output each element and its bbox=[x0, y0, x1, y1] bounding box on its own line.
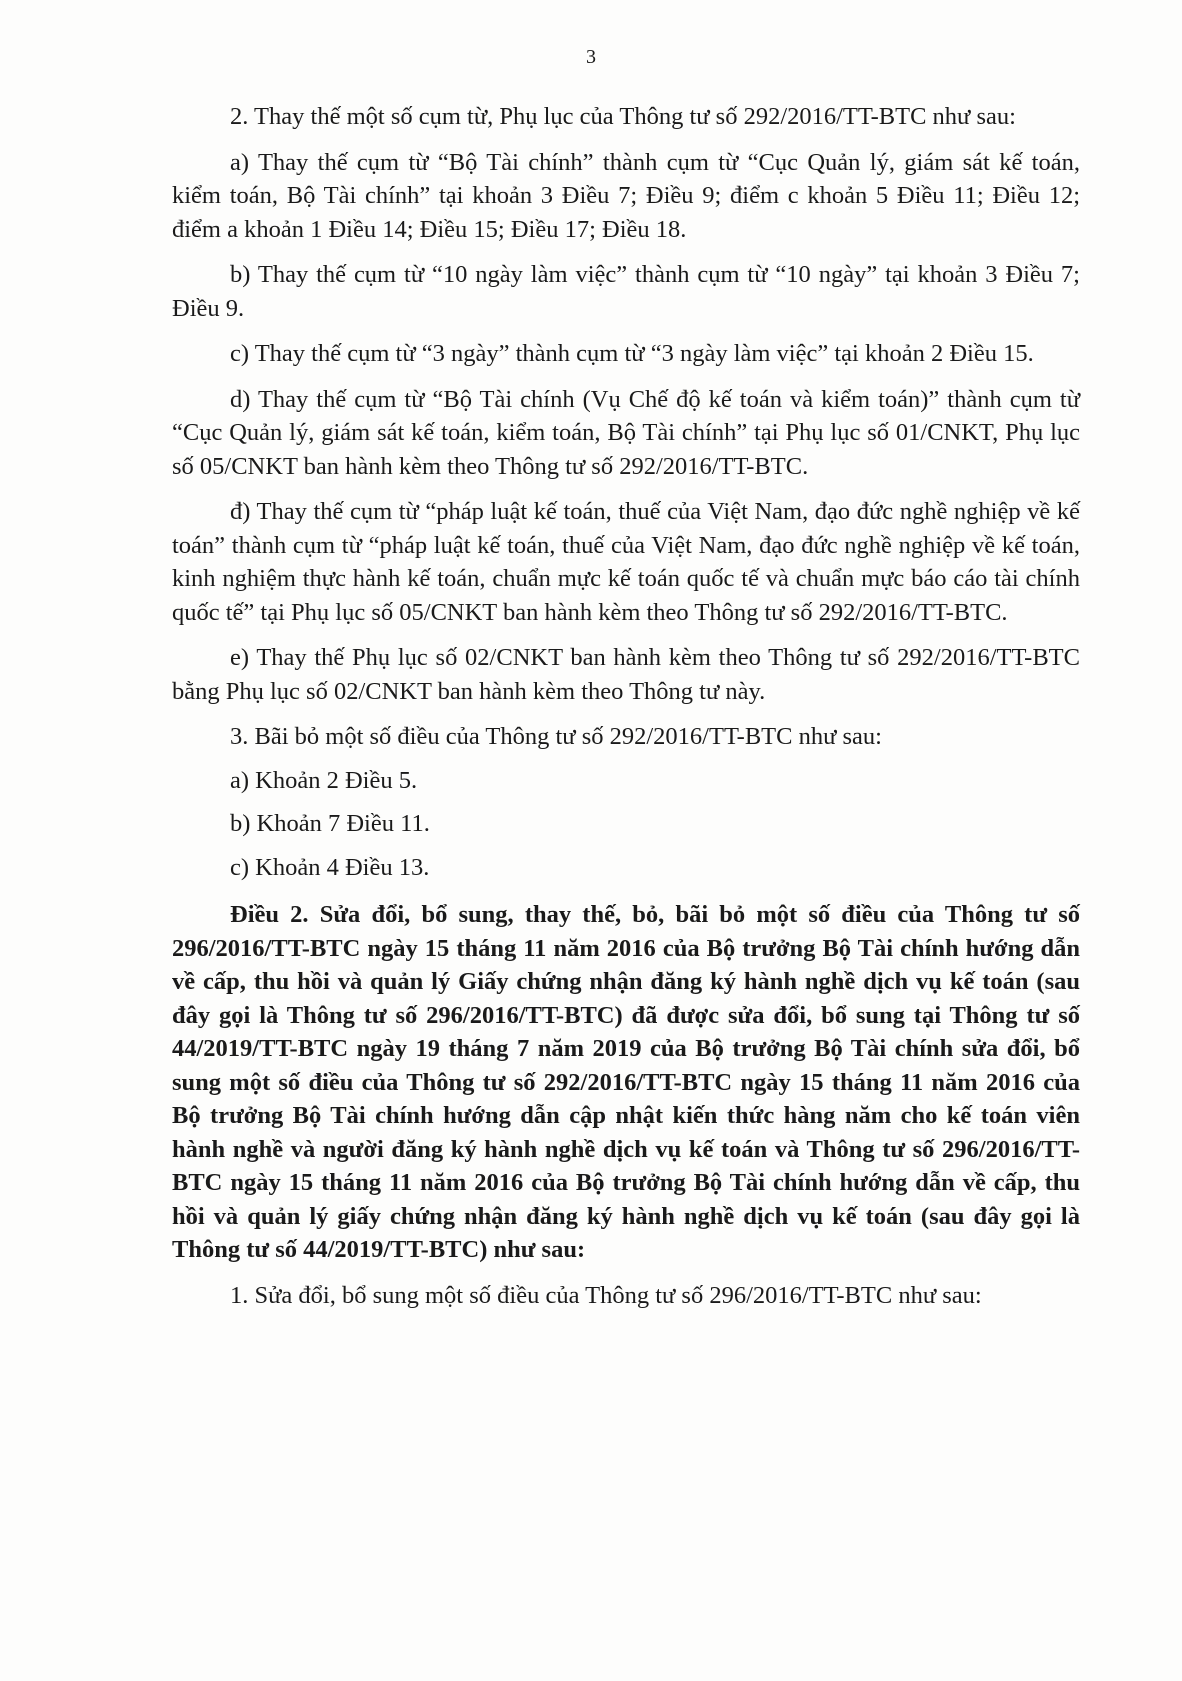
article-2-heading: Điều 2. Sửa đổi, bổ sung, thay thế, bỏ, bãi bỏ một số điều của Thông tư số 296/2016/TT-BTC ngày 15 tháng 11 năm 2016 của Bộ trưởng Bộ Tài chính hướng dẫn về cấp, thu hồi và quản lý Giấy chứng nhận đăng ký hành nghề dịch vụ kế toán (sau đây gọi là Thông tư số 296/2016/TT-BTC) đã được sửa đổi, bổ sung tại Thông tư số 44/2019/TT-BTC ngày 19 tháng 7 năm 2019 của Bộ trưởng Bộ Tài chính sửa đổi, bổ sung một số điều của Thông tư số 292/2016/TT-BTC ngày 15 tháng 11 năm 2016 của Bộ trưởng Bộ Tài chính hướng dẫn cập nhật kiến thức hàng năm cho kế toán viên hành nghề và người đăng ký hành nghề dịch vụ kế toán và Thông tư số 296/2016/TT-BTC ngày 15 tháng 11 năm 2016 của Bộ trưởng Bộ Tài chính hướng dẫn về cấp, thu hồi và quản lý giấy chứng nhận đăng ký hành nghề dịch vụ kế toán (sau đây gọi là Thông tư số 44/2019/TT-BTC) như sau: bbox=[172, 901, 1080, 1263]
paragraph-repeal-item-a: a) Khoản 2 Điều 5. bbox=[230, 766, 418, 794]
paragraph-amend: 1. Sửa đổi, bổ sung một số điều của Thông tư số 296/2016/TT-BTC như sau: bbox=[230, 1281, 982, 1309]
document-body bbox=[172, 100, 1080, 1324]
paragraph-repeal: 3. Bãi bỏ một số điều của Thông tư số 292/2016/TT-BTC như sau: bbox=[230, 723, 882, 750]
paragraph-item-b: b) Thay thế cụm từ “10 ngày làm việc” thành cụm từ “10 ngày” tại khoản 3 Điều 7; Điều 9. bbox=[172, 261, 1080, 322]
paragraph-item-dd: đ) Thay thế cụm từ “pháp luật kế toán, thuế của Việt Nam, đạo đức nghề nghiệp về kế toán” thành cụm từ “pháp luật kế toán, thuế của Việt Nam, đạo đức nghề nghiệp về kế toán, kinh nghiệm thực hành kế toán, chuẩn mực kế toán quốc tế và chuẩn mực báo cáo tài chính quốc tế” tại Phụ lục số 05/CNKT ban hành kèm theo Thông tư số 292/2016/TT-BTC. bbox=[172, 498, 1080, 626]
paragraph-item-d: d) Thay thế cụm từ “Bộ Tài chính (Vụ Chế độ kế toán và kiểm toán)” thành cụm từ “Cục Quản lý, giám sát kế toán, kiểm toán, Bộ Tài chính” tại Phụ lục số 01/CNKT, Phụ lục số 05/CNKT ban hành kèm theo Thông tư số 292/2016/TT-BTC. bbox=[172, 385, 1080, 480]
paragraph-item-e: e) Thay thế Phụ lục số 02/CNKT ban hành kèm theo Thông tư số 292/2016/TT-BTC bằng Phụ lục số 02/CNKT ban hành kèm theo Thông tư này. bbox=[172, 644, 1080, 705]
paragraph-item-a: a) Thay thế cụm từ “Bộ Tài chính” thành cụm từ “Cục Quản lý, giám sát kế toán, kiểm toán, Bộ Tài chính” tại khoản 3 Điều 7; Điều 9; điểm c khoản 5 Điều 11; Điều 12; điểm a khoản 1 Điều 14; Điều 15; Điều 17; Điều 18. bbox=[172, 148, 1080, 243]
page-number: 3 bbox=[586, 46, 596, 68]
paragraph-replace-phrases: 2. Thay thế một số cụm từ, Phụ lục của Thông tư số 292/2016/TT-BTC như sau: bbox=[230, 103, 1016, 130]
paragraph-item-c: c) Thay thế cụm từ “3 ngày” thành cụm từ “3 ngày làm việc” tại khoản 2 Điều 15. bbox=[230, 340, 1034, 367]
paragraph-repeal-item-c: c) Khoản 4 Điều 13. bbox=[230, 853, 430, 881]
paragraph-repeal-item-b: b) Khoản 7 Điều 11. bbox=[230, 810, 430, 837]
